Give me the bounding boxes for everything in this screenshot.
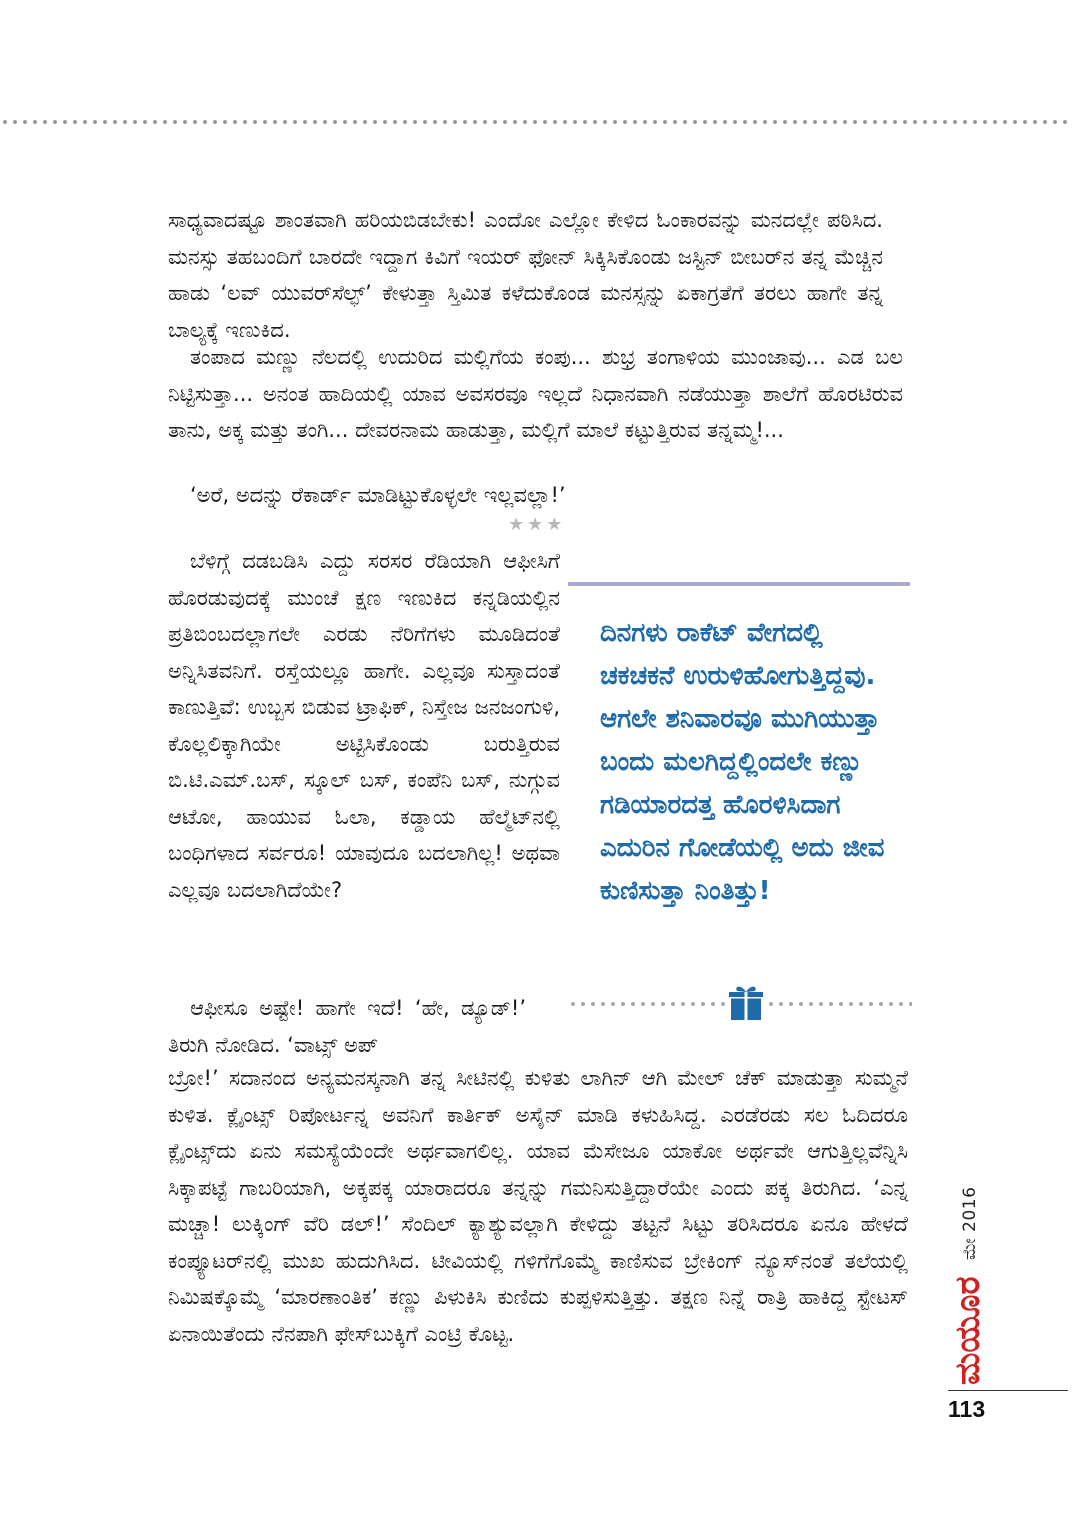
article-paragraph-2: ತಂಪಾದ ಮಣ್ಣು ನೆಲದಲ್ಲಿ ಉದುರಿದ ಮಲ್ಲಿಗೆಯ ಕಂಪು... ಶುಭ್ರ ತಂಗಾಳಿಯ ಮುಂಜಾವು... ಎಡ ಬಲ ನಿಟ್ಟಿಸುತ್ತಾ... ಅನಂತ ಹಾದಿಯಲ್ಲಿ ಯಾವ ಅವಸರವೂ ಇಲ್ಲದೆ ನಿಧಾನವಾಗಿ ನಡೆಯುತ್ತಾ ಶಾಲೆಗೆ ಹೊರಟಿರುವ ತಾನು, ಅಕ್ಕ ಮತ್ತು ತಂಗಿ... ದೇವರನಾಮ ಹಾಡುತ್ತಾ, ಮಲ್ಲಿಗೆ ಮಾಲೆ ಕಟ್ಟುತ್ತಿರುವ ತನ್ನಮ್ಮ!... (168, 345, 903, 442)
pull-quote: ದಿನಗಳು ರಾಕೆಟ್ ವೇಗದಲ್ಲಿ ಚಕಚಕನೆ ಉರುಳಿಹೋಗುತ್ತಿದ್ದವು. ಆಗಲೇ ಶನಿವಾರವೂ ಮುಗಿಯುತ್ತಾ ಬಂದು ಮಲಗಿದ್ದಲ್ಲಿಂದಲೇ ಕಣ್ಣು ಗಡಿಯಾರದತ್ತ ಹೊರಳಿಸಿದಾಗ ಎದುರಿನ ಗೋಡೆಯಲ್ಲಿ ಅದು ಜೀವ ಕುಣಿಸುತ್ತಾ ನಿಂತಿತ್ತು! (600, 618, 885, 906)
article-paragraph-4: ಬೆಳಿಗ್ಗೆ ದಡಬಡಿಸಿ ಎದ್ದು ಸರಸರ ರೆಡಿಯಾಗಿ ಆಫೀಸಿಗೆ ಹೊರಡುವುದಕ್ಕೆ ಮುಂಚೆ ಕ್ಷಣ ಇಣುಕಿದ ಕನ್ನಡಿಯಲ್ಲಿನ ಪ್ರತಿಬಿಂಬದಲ್ಲಾಗಲೇ ಎರಡು ನೆರಿಗೆಗಳು ಮೂಡಿದಂತೆ ಅನ್ನಿಸಿತವನಿಗೆ. ರಸ್ತೆಯಲ್ಲೂ ಹಾಗೇ. ಎಲ್ಲವೂ ಸುಸ್ತಾದಂತೆ ಕಾಣುತ್ತಿವೆ: ಉಬ್ಬಸ ಬಿಡುವ ಟ್ರಾಫಿಕ್, ನಿಸ್ತೇಜ ಜನಜಂಗುಳಿ, ಕೊಲ್ಲಲಿಕ್ಕಾಗಿಯೇ ಅಟ್ಟಿಸಿಕೊಂಡು ಬರುತ್ತಿರುವ ಬಿ.ಟಿ.ಎಮ್.ಬಸ್, ಸ್ಕೂಲ್ ಬಸ್, ಕಂಪೆನಿ ಬಸ್, ನುಗ್ಗುವ ಆಟೋ, ಹಾಯುವ ಓಲಾ, ಕಡ್ಡಾಯ ಹೆಲ್ಮೆಟ್‌ನಲ್ಲಿ ಬಂಧಿಗಳಾದ ಸರ್ವರೂ! ಯಾವುದೂ ಬದಲಾಗಿಲ್ಲ! ಅಥವಾ ಎಲ್ಲವೂ ಬದಲಾಗಿದೆಯೇ? (168, 549, 560, 902)
article-paragraph-6: ಬ್ರೋ!’ ಸದಾನಂದ ಅನ್ಯಮನಸ್ಕನಾಗಿ ತನ್ನ ಸೀಟಿನಲ್ಲಿ ಕುಳಿತು ಲಾಗಿನ್ ಆಗಿ ಮೇಲ್ ಚೆಕ್ ಮಾಡುತ್ತಾ ಸುಮ್ಮನೆ ಕುಳಿತ. ಕ್ಲೈಂಟ್ಸ್ ರಿಪೋರ್ಟನ್ನ ಅವನಿಗೆ ಕಾರ್ತಿಕ್ ಅಸೈನ್ ಮಾಡಿ ಕಳುಹಿಸಿದ್ದ. ಎರಡೆರಡು ಸಲ ಓದಿದರೂ ಕ್ಲೈಂಟ್ಸ್‌ದು ಏನು ಸಮಸ್ಯೆಯೆಂದೇ ಅರ್ಥವಾಗಲಿಲ್ಲ. ಯಾವ ಮೆಸೇಜೂ ಯಾಕೋ ಅರ್ಥವೇ ಆಗುತ್ತಿಲ್ಲವೆನ್ನಿಸಿ ಸಿಕ್ಕಾಪಟ್ಟೆ ಗಾಬರಿಯಾಗಿ, ಅಕ್ಕಪಕ್ಕ ಯಾರಾದರೂ ತನ್ನನ್ನು ಗಮನಿಸುತ್ತಿದ್ದಾರೆಯೇ ಎಂದು ಪಕ್ಕ ತಿರುಗಿದ. ‘ಎನ್ನ ಮಚ್ಚಾ! ಲುಕ್ಕಿಂಗ್ ವೆರಿ ಡಲ್!’ ಸೆಂದಿಲ್ ಕ್ಯಾಶ್ಯುವಲ್ಲಾಗಿ ಕೇಳಿದ್ದು ತಟ್ಟನೆ ಸಿಟ್ಟು ತರಿಸಿದರೂ ಏನೂ ಹೇಳದೆ ಕಂಪ್ಯೂಟರ್‌ನಲ್ಲಿ ಮುಖ ಹುದುಗಿಸಿದ. ಟೀವಿಯಲ್ಲಿ ಗಳಿಗೆಗೊಮ್ಮೆ ಕಾಣಿಸುವ ಬ್ರೇಕಿಂಗ್ ನ್ಯೂಸ್‌ನಂತೆ ತಲೆಯಲ್ಲಿ ನಿಮಿಷಕ್ಕೊಮ್ಮೆ ‘ಮಾರಣಾಂತಿಕ’ ಕಣ್ಣು ಪಿಳುಕಿಸಿ ಕುಣಿದು ಕುಪ್ಪಳಿಸುತ್ತಿತ್ತು. ತಕ್ಷಣ ನಿನ್ನೆ ರಾತ್ರಿ ಹಾಕಿದ್ದ ಸ್ಟೇಟಸ್ ಏನಾಯಿತೆಂದು ನೆನಪಾಗಿ ಫೇಸ್‌ಬುಕ್ಕಿಗೆ ಎಂಟ್ರಿ ಕೊಟ್ಟ. (168, 1066, 908, 1346)
section-separator-stars: ★★★ (508, 514, 566, 535)
gift-box-icon (729, 984, 763, 1022)
article-paragraph-1: ಸಾಧ್ಯವಾದಷ್ಟೂ ಶಾಂತವಾಗಿ ಹರಿಯಬಿಡಬೇಕು! ಎಂದೋ ಎಲ್ಲೋ ಕೇಳಿದ ಓಂಕಾರವನ್ನು ಮನದಲ್ಲೇ ಪಠಿಸಿದ. ಮನಸ್ಸು ತಹಬಂದಿಗೆ ಬಾರದೇ ಇದ್ದಾಗ ಕಿವಿಗೆ ಇಯರ್ ಫೋನ್ ಸಿಕ್ಕಿಸಿಕೊಂಡು ಜಸ್ಟಿನ್ ಬೀಬರ್‌ನ ತನ್ನ ಮೆಚ್ಚಿನ ಹಾಡು ‘ಲವ್ ಯುವರ್‌ಸೆಲ್ಫ್’ ಕೇಳುತ್ತಾ ಸ್ತಿಮಿತ ಕಳೆದುಕೊಂಡ ಮನಸ್ಸನ್ನು ಏಕಾಗ್ರತೆಗೆ ತರಲು ಹಾಗೇ ತನ್ನ ಬಾಲ್ಯಕ್ಕೆ ಇಣುಕಿದ. (168, 208, 883, 342)
pull-quote-bottom-dots-left (568, 1000, 726, 1008)
magazine-logo: ಮಯೂರ (948, 1276, 988, 1385)
article-paragraph-5: ಆಫೀಸೂ ಅಷ್ಟೇ! ಹಾಗೇ ಇದೆ! ‘ಹೇ, ಡ್ಯೂಡ್!’ ತಿರುಗಿ ನೋಡಿದ. ‘ವಾಟ್ಸ್ ಅಪ್ (168, 996, 526, 1057)
page-number: 113 (948, 1396, 986, 1422)
pull-quote-bottom-dots-right (766, 1000, 912, 1008)
issue-month-year: ಮೇ 2016 (960, 1186, 980, 1260)
pull-quote-top-rule (568, 582, 910, 586)
article-paragraph-3: ‘ಅರೆ, ಅದನ್ನು ರೆಕಾರ್ಡ್ ಮಾಡಿಟ್ಟುಕೊಳ್ಳಲೇ ಇಲ್ಲವಲ್ಲಾ!’ (190, 483, 566, 507)
top-dotted-rule (0, 118, 1072, 126)
page-number-rule (948, 1390, 1068, 1391)
